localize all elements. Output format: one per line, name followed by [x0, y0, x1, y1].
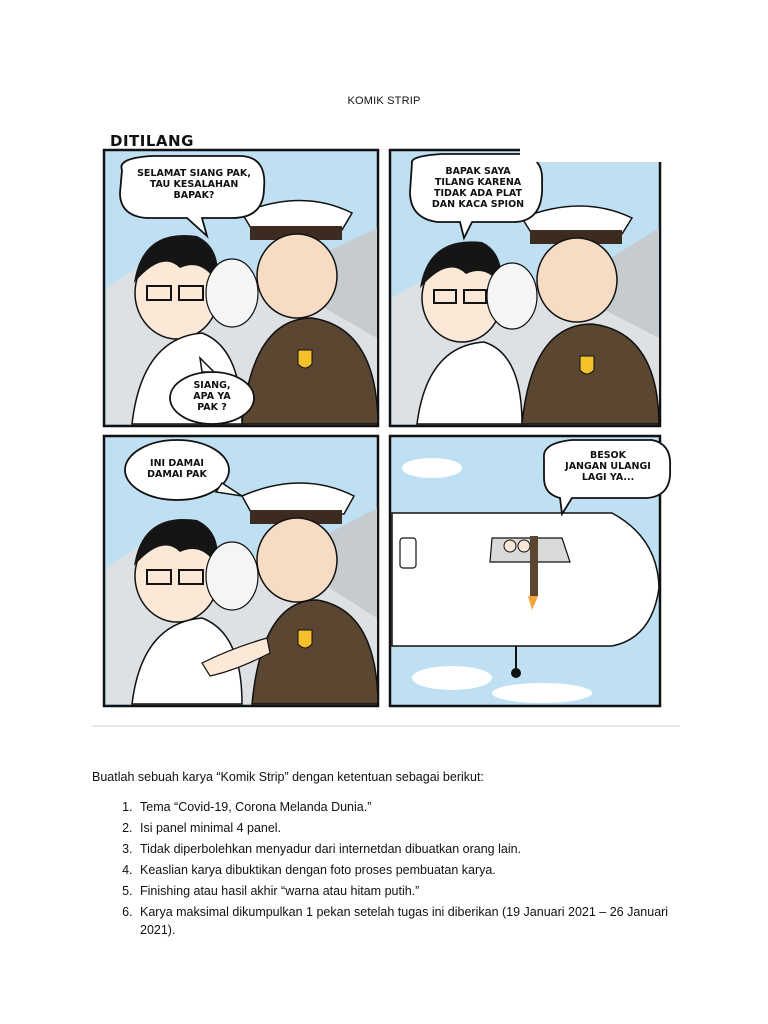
bubble-line: APA YA: [193, 391, 231, 402]
bubble-line: DAMAI PAK: [147, 469, 207, 480]
speech-bubble-4: [128, 458, 226, 480]
page-title: KOMIK STRIP: [347, 95, 421, 107]
bubble-line: TILANG KARENA: [434, 177, 522, 188]
list-item: 6. Karya maksimal dikumpulkan 1 pekan setelah tugas ini diberikan (19 Januari 2021 – 26 Januari 2021).: [136, 903, 692, 939]
bubble-line: TAU KESALAHAN: [149, 179, 239, 190]
speech-bubble-5: [548, 450, 668, 483]
bubble-line: INI DAMAI: [150, 458, 204, 469]
list-item: 3. Tidak diperbolehkan menyadur dari internetdan dibuatkan orang lain.: [136, 840, 692, 858]
list-item: 4. Keaslian karya dibuktikan dengan foto proses pembuatan karya.: [136, 861, 692, 879]
bubble-line: BESOK: [589, 450, 626, 461]
bubble-line: LAGI YA...: [581, 472, 635, 483]
list-item: 2. Isi panel minimal 4 panel.: [136, 819, 692, 837]
instructions-intro: Buatlah sebuah karya “Komik Strip” dengan ketentuan sebagai berikut:: [92, 770, 484, 784]
bubble-line: SIANG,: [193, 380, 231, 391]
comic-strip: [92, 118, 680, 730]
instructions-section: [92, 770, 692, 942]
comic-artwork: [92, 118, 680, 730]
bubble-line: PAK ?: [197, 402, 227, 413]
speech-bubble-1: [126, 168, 262, 201]
speech-bubble-3: [416, 166, 540, 210]
bubble-line: JANGAN ULANGI: [565, 461, 651, 472]
list-item: 5. Finishing atau hasil akhir “warna atau hitam putih.”: [136, 882, 692, 900]
instructions-list: [92, 798, 692, 939]
bubble-line: BAPAK SAYA: [445, 166, 511, 177]
bubble-line: DAN KACA SPION: [431, 199, 525, 210]
speech-bubble-2: [174, 380, 250, 413]
bubble-line: TIDAK ADA PLAT: [434, 188, 522, 199]
bubble-line: SELAMAT SIANG PAK,: [137, 168, 251, 179]
comic-title: DITILANG: [110, 132, 194, 150]
list-item: 1. Tema “Covid-19, Corona Melanda Dunia.”: [136, 798, 692, 816]
bubble-line: BAPAK?: [173, 190, 215, 201]
